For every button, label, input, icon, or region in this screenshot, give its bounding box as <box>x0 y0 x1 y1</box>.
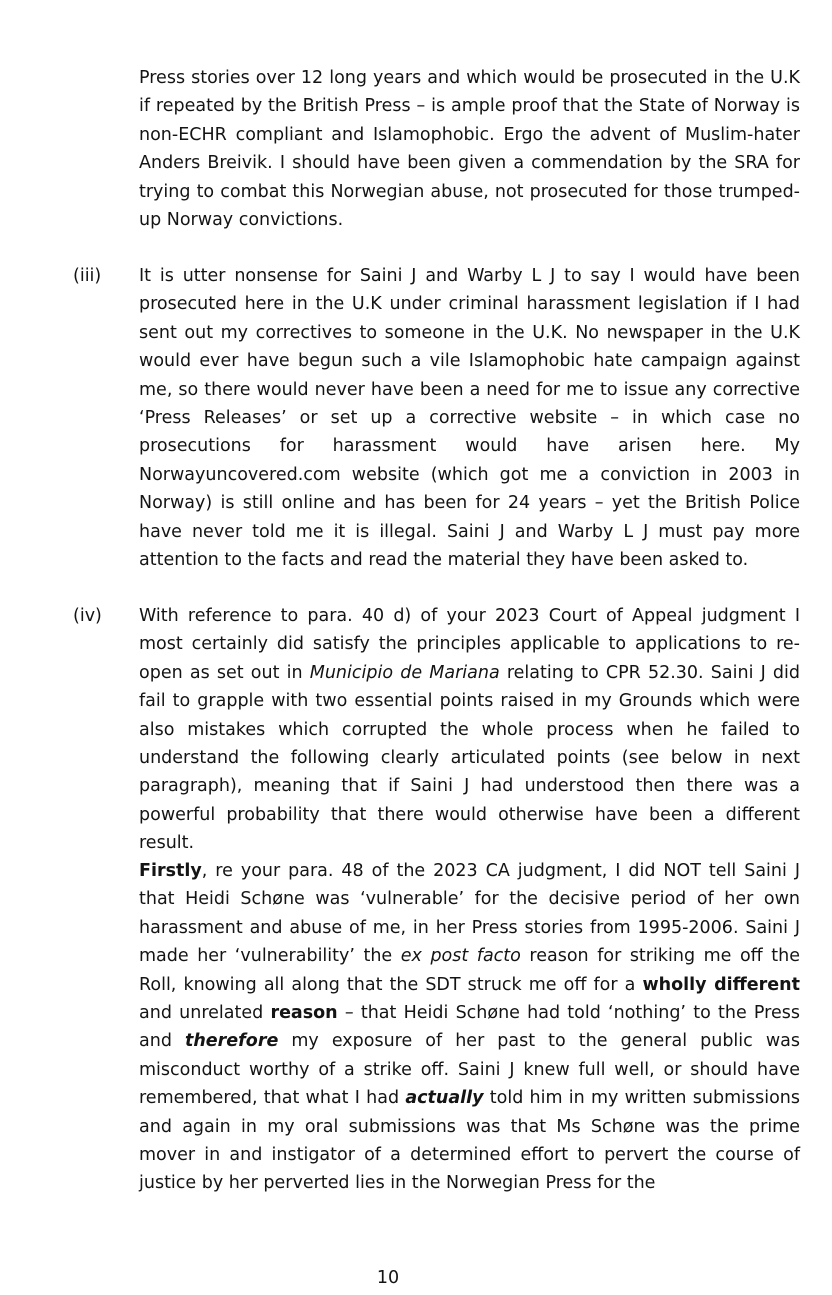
paragraph-text: – that Heidi Schøne had told ‘nothing’ to the Press and <box>139 1003 800 1052</box>
page-number: 10 <box>376 1268 400 1288</box>
paragraph-iii <box>139 262 800 574</box>
paragraph-text: told him in my written submissions and again in my oral submissions was that Ms Schøne was the prime mover in and instigator of a determined effort to pervert the course of justice by her perverted lies in the Norwegian Press for the <box>139 1088 800 1194</box>
bold-phrase: reason <box>270 1003 338 1024</box>
case-name-italic: Municipio de Mariana <box>309 662 500 683</box>
paragraph-text: , re your para. 48 of the 2023 CA judgment, I did NOT tell Saini J that Heidi Schøne was ‘vulnerable’ for the decisive period of her own harassment and abuse of me, in her Press stories from 1995-2006. Saini J made her ‘vulnerability’ the <box>139 861 800 967</box>
paragraph-continuation <box>139 64 800 234</box>
paragraph-iv <box>139 602 800 858</box>
paragraph-firstly <box>139 857 800 1198</box>
paragraph-number-iii: (iii) <box>73 266 102 286</box>
paragraph-text: It is utter nonsense for Saini J and Warby L J to say I would have been prosecuted here in the U.K under criminal harassment legislation if I had sent out my correctives to someone in the U.K. No newspaper in the U.K would ever have begun such a vile Islamophobic hate campaign against me, so there would never have been a need for me to issue any corrective ‘Press Releases’ or set up a corrective website – in which case no prosecutions for harassment would have arisen here. My Norwayuncovered.com website (which got me a conviction in 2003 in Norway) is still online and has been for 24 years – yet the British Police have never told me it is illegal. Saini J and Warby L J must pay more attention to the facts and read the material they have been asked to. <box>139 266 800 571</box>
italic-phrase: ex post facto <box>400 946 521 967</box>
bold-phrase: wholly different <box>642 974 800 995</box>
paragraph-text: reason for striking me off the Roll, knowing all along that the SDT struck me off for a <box>139 946 801 995</box>
paragraph-text: relating to CPR 52.30. Saini J did fail to grapple with two essential points raised in my Grounds which were also mistakes which corrupted the whole process when he failed to understand the following clearly articulated points (see below in next paragraph), meaning that if Saini J had understood then there was a powerful probability that there would otherwise have been a different result. <box>139 662 801 854</box>
paragraph-text: Press stories over 12 long years and which would be prosecuted in the U.K if repeated by the British Press – is ample proof that the State of Norway is non-ECHR compliant and Islamophobic. Ergo the advent of Muslim-hater Anders Breivik. I should have been given a commendation by the SRA for trying to combat this Norwegian abuse, not prosecuted for those trumped-up Norway convictions. <box>139 68 800 231</box>
paragraph-text: With reference to para. 40 d) of your 2023 Court of Appeal judgment I most certainly did satisfy the principles applicable to applications to re-open as set out in <box>139 606 800 683</box>
paragraph-text: my exposure of her past to the general public was misconduct worthy of a strike off. Saini J knew full well, or should have remembered, that what I had <box>139 1031 800 1109</box>
bold-lead: Firstly <box>139 861 202 881</box>
bold-italic-phrase: actually <box>405 1088 484 1109</box>
paragraph-number-iv: (iv) <box>73 606 102 626</box>
bold-italic-phrase: therefore <box>184 1031 279 1052</box>
paragraph-text: and unrelated <box>139 1003 271 1024</box>
